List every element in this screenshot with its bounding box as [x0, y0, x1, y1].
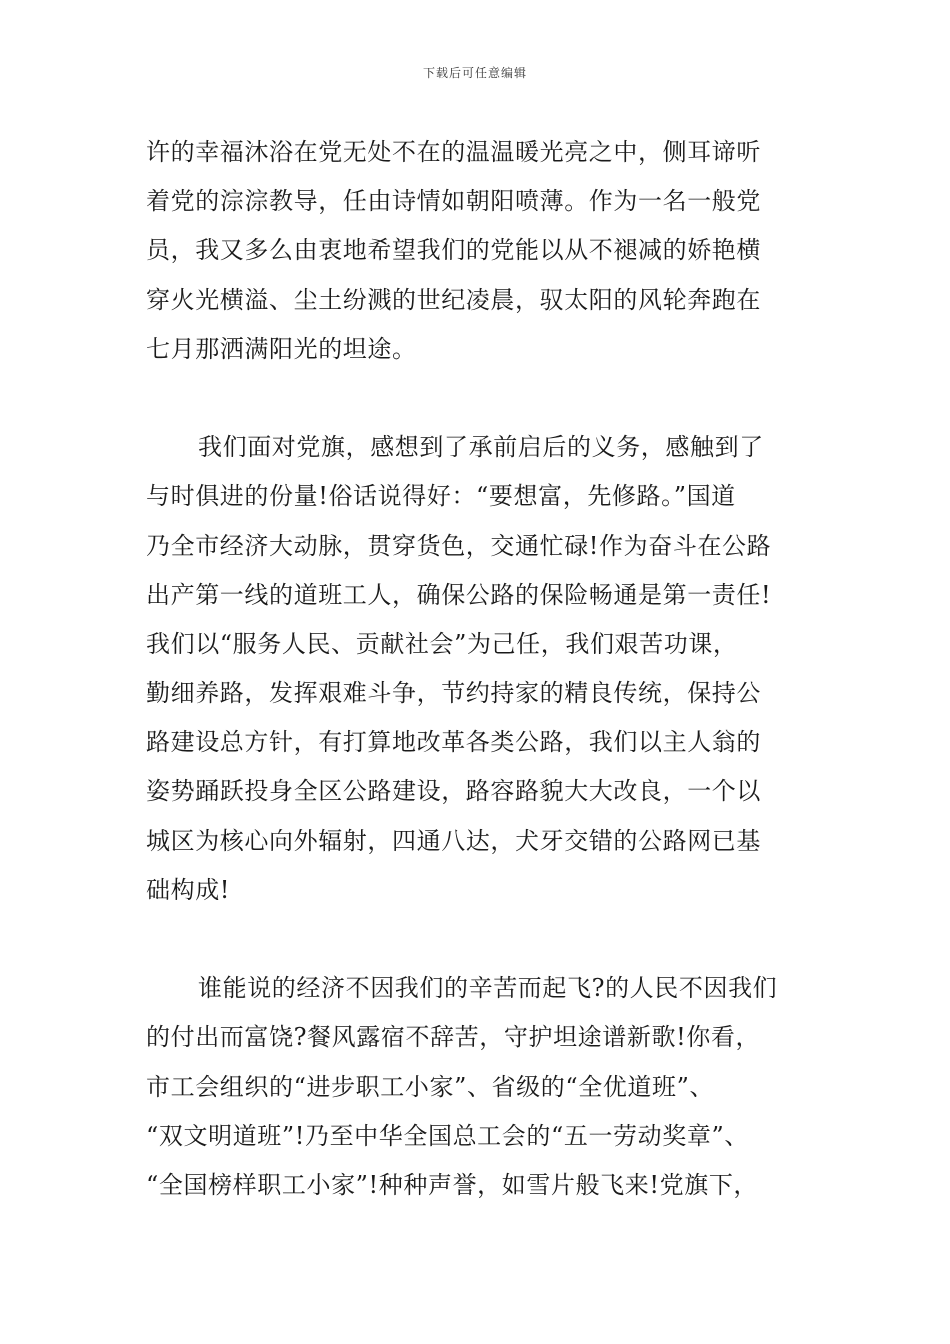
paragraph-line: 的付出而富饶?餐风露宿不辞苦，守护坦途谱新歌!你看，	[146, 1023, 761, 1052]
paragraph-line: 姿势踊跃投身全区公路建设，路容路貌大大改良，一个以	[146, 777, 761, 806]
paragraph-gap	[146, 915, 836, 964]
document-body	[146, 128, 836, 1210]
paragraph-line: 市工会组织的“进步职工小家”、省级的“全优道班”、	[146, 1072, 715, 1101]
paragraph-line: 城区为核心向外辐射，四通八达，犬牙交错的公路网已基	[146, 826, 761, 855]
paragraph-line: 员，我又多么由衷地希望我们的党能以从不褪减的娇艳横	[146, 236, 761, 265]
page-header: 下载后可任意编辑	[422, 66, 527, 80]
paragraph-gap	[146, 374, 836, 423]
paragraph-2	[146, 423, 836, 915]
paragraph-line: 七月那洒满阳光的坦途。	[146, 334, 417, 363]
paragraph-line: “全国榜样职工小家”!种种声誉，如雪片般飞来!党旗下，	[146, 1170, 759, 1199]
paragraph-line: 乃全市经济大动脉，贯穿货色，交通忙碌!作为奋斗在公路	[146, 531, 772, 560]
paragraph-line: 着党的淙淙教导，任由诗情如朝阳喷薄。作为一名一般党	[146, 187, 761, 216]
paragraph-1	[146, 128, 836, 374]
paragraph-line: 穿火光横溢、尘土纷溅的世纪凌晨，驭太阳的风轮奔跑在	[146, 285, 761, 314]
paragraph-line: 出产第一线的道班工人，确保公路的保险畅通是第一责任!	[146, 580, 772, 609]
paragraph-line: 我们以“服务人民、贡献社会”为己任，我们艰苦功课，	[146, 629, 738, 658]
paragraph-line: 与时俱进的份量!俗话说得好：“要想富，先修路。”国道	[146, 482, 736, 511]
paragraph-3	[146, 964, 836, 1210]
paragraph-line: 勤细养路，发挥艰难斗争，节约持家的精良传统，保持公	[146, 679, 761, 708]
paragraph-line: 我们面对党旗，感想到了承前启后的义务，感触到了	[198, 433, 764, 462]
paragraph-line: 础构成!	[146, 875, 231, 904]
paragraph-line: 许的幸福沐浴在党无处不在的温温暖光亮之中，侧耳谛听	[146, 138, 761, 166]
paragraph-line: 谁能说的经济不因我们的辛苦而起飞?的人民不因我们	[198, 974, 778, 1003]
paragraph-line: 路建设总方针，有打算地改革各类公路，我们以主人翁的	[146, 728, 761, 757]
paragraph-line: “双文明道班”!乃至中华全国总工会的“五一劳动奖章”、	[146, 1121, 749, 1150]
